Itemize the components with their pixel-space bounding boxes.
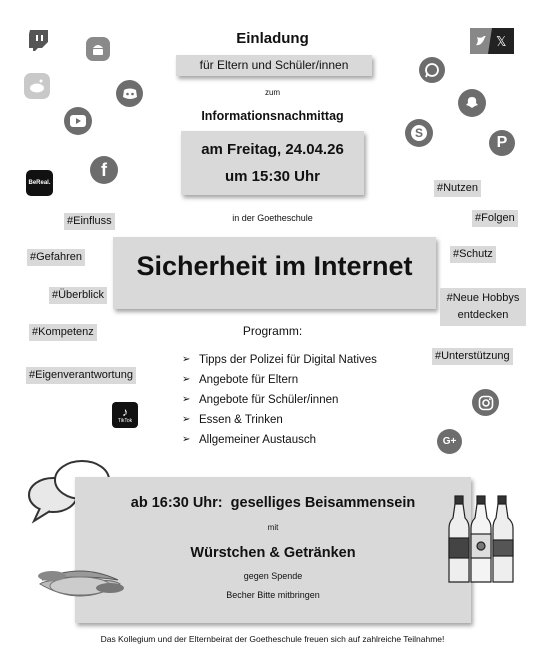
main-title: Sicherheit im Internet [113, 237, 436, 309]
arrow-icon: ➢ [182, 374, 191, 385]
facebook-icon: f [90, 156, 118, 184]
gathering-bring: Becher Bitte mitbringen [226, 590, 320, 600]
program-item: ➢ Angebote für Eltern [182, 370, 392, 390]
program-item: ➢ Essen & Trinken [182, 410, 392, 430]
hashtag-kompetenz: #Kompetenz [29, 324, 97, 341]
snapchat-icon [458, 89, 486, 117]
gathering-food: Würstchen & Getränken [190, 545, 356, 561]
hashtag-gefahren: #Gefahren [27, 249, 85, 266]
pinterest-icon: P [489, 130, 515, 156]
zum-text: zum [264, 88, 281, 97]
program-heading: Programm: [242, 324, 303, 338]
invitation-title: Einladung [236, 30, 309, 47]
skype-icon: S [405, 119, 433, 147]
sausage-image [32, 558, 128, 606]
hashtag-neue-hobbys: #Neue Hobbys entdecken [440, 288, 526, 326]
gathering-headline: ab 16:30 Uhr: geselliges Beisammensein [130, 495, 416, 511]
bottles-image [445, 494, 517, 586]
instagram-icon [472, 389, 499, 416]
whatsapp-icon [419, 57, 445, 83]
google-plus-icon: G+ [437, 429, 462, 454]
hashtag-nutzen: #Nutzen [434, 180, 481, 197]
hashtag-ueberblick: #Überblick [49, 287, 107, 304]
arrow-icon: ➢ [182, 394, 191, 405]
twitter-x-icon [470, 28, 514, 54]
arrow-icon: ➢ [182, 414, 191, 425]
hashtag-folgen: #Folgen [472, 210, 518, 227]
hashtag-schutz: #Schutz [450, 246, 496, 263]
event-time: um 15:30 Uhr [224, 168, 321, 185]
event-name: Informationsnachmittag [201, 109, 344, 123]
event-location: in der Goetheschule [232, 213, 313, 223]
program-item: ➢ Allgemeiner Austausch [182, 430, 392, 450]
reddit-icon [24, 73, 50, 99]
hashtag-unterstuetzung: #Unterstützung [432, 348, 513, 365]
hashtag-eigenverantwortung: #Eigenverantwortung [26, 367, 136, 384]
footer-text: Das Kollegium und der Elternbeirat der Goetheschule freuen sich auf zahlreiche Teilnahme! [100, 634, 445, 644]
twitch-icon [26, 28, 50, 52]
program-item: ➢ Angebote für Schüler/innen [182, 390, 392, 410]
arrow-icon: ➢ [182, 434, 191, 445]
gathering-mit: mit [267, 523, 279, 532]
arrow-icon: ➢ [182, 354, 191, 365]
program-item: ➢ Tipps der Polizei für Digital Natives [182, 350, 392, 370]
svg-text:𝕏: 𝕏 [496, 35, 507, 50]
android-icon [86, 37, 110, 61]
gathering-box [75, 477, 471, 623]
discord-icon [116, 80, 143, 107]
tiktok-icon: ♪ TikTok [112, 402, 138, 428]
date-time-box [181, 131, 364, 195]
audience-box: für Eltern und Schüler/innen [176, 55, 372, 76]
program-list [182, 350, 392, 450]
bereal-icon: BeReal. [26, 170, 53, 196]
hashtag-einfluss: #Einfluss [64, 213, 115, 230]
gathering-donation: gegen Spende [243, 571, 303, 581]
event-date: am Freitag, 24.04.26 [201, 141, 344, 158]
youtube-icon [64, 107, 92, 135]
